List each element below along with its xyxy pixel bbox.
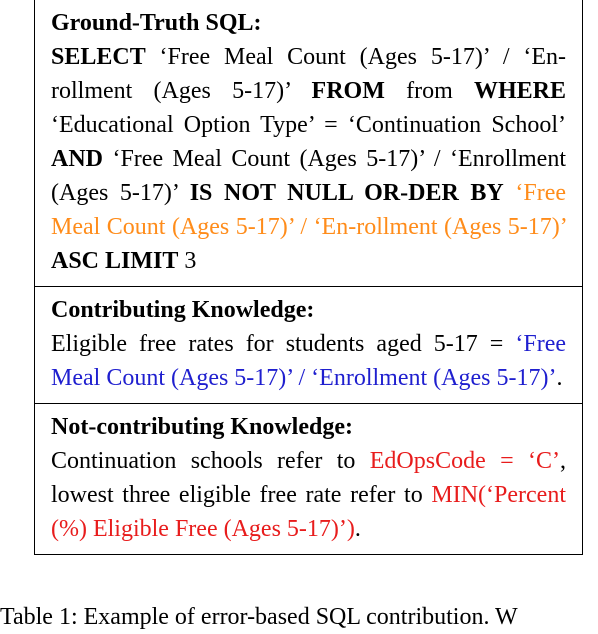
highlighted-min-expression: MIN(‘Percent (%) Eligible Free (Ages 5-17)’) <box>51 482 566 542</box>
not-contributing-knowledge-text <box>51 444 566 546</box>
plain-text: . <box>556 365 563 391</box>
highlighted-formula: ‘Free Meal Count (Ages 5-17)’ / ‘Enrollment (Ages 5-17)’ <box>51 331 566 391</box>
plain-text: Continuation schools refer to <box>51 448 370 474</box>
sql-keyword: IS NOT NULL OR-DER BY <box>189 180 504 206</box>
sql-text: ‘Educational Option Type’ = ‘Continuation School’ <box>51 112 566 138</box>
highlighted-order-expression: ‘Free Meal Count (Ages 5-17)’ / ‘En-rollment (Ages 5-17)’ <box>51 180 567 240</box>
ground-truth-sql-section <box>35 0 582 286</box>
ground-truth-sql-heading: Ground-Truth SQL: <box>51 10 262 36</box>
highlighted-code: EdOpsCode = ‘C’ <box>369 448 560 474</box>
sql-keyword: WHERE <box>474 78 567 104</box>
sql-keyword: ASC LIMIT <box>51 248 179 274</box>
sql-keyword: FROM <box>311 78 385 104</box>
sql-keyword: SELECT <box>51 44 146 70</box>
plain-text: , lowest three eligible free rate refer to <box>51 448 566 508</box>
contributing-knowledge-section <box>35 286 582 403</box>
sql-text: ‘Free Meal Count (Ages 5-17)’ / ‘En-rollment (Ages 5-17)’ <box>51 44 566 104</box>
sql-keyword: AND <box>51 146 103 172</box>
sql-text: 3 <box>178 248 197 274</box>
plain-text: . <box>354 516 361 542</box>
plain-text: Eligible free rates for students aged 5-17 = <box>51 331 516 357</box>
contributing-knowledge-text <box>51 327 566 395</box>
not-contributing-knowledge-section <box>35 403 582 555</box>
sql-text: from <box>384 78 474 104</box>
not-contributing-knowledge-heading: Not-contributing Knowledge: <box>51 414 353 440</box>
contributing-knowledge-heading: Contributing Knowledge: <box>51 297 315 323</box>
knowledge-example-table <box>34 0 583 555</box>
sql-text: ‘Free Meal Count (Ages 5-17)’ / ‘Enrollment (Ages 5-17)’ <box>51 146 566 206</box>
table-caption: Table 1: Example of error-based SQL contribution. W <box>0 604 518 630</box>
ground-truth-sql-text <box>51 40 566 278</box>
